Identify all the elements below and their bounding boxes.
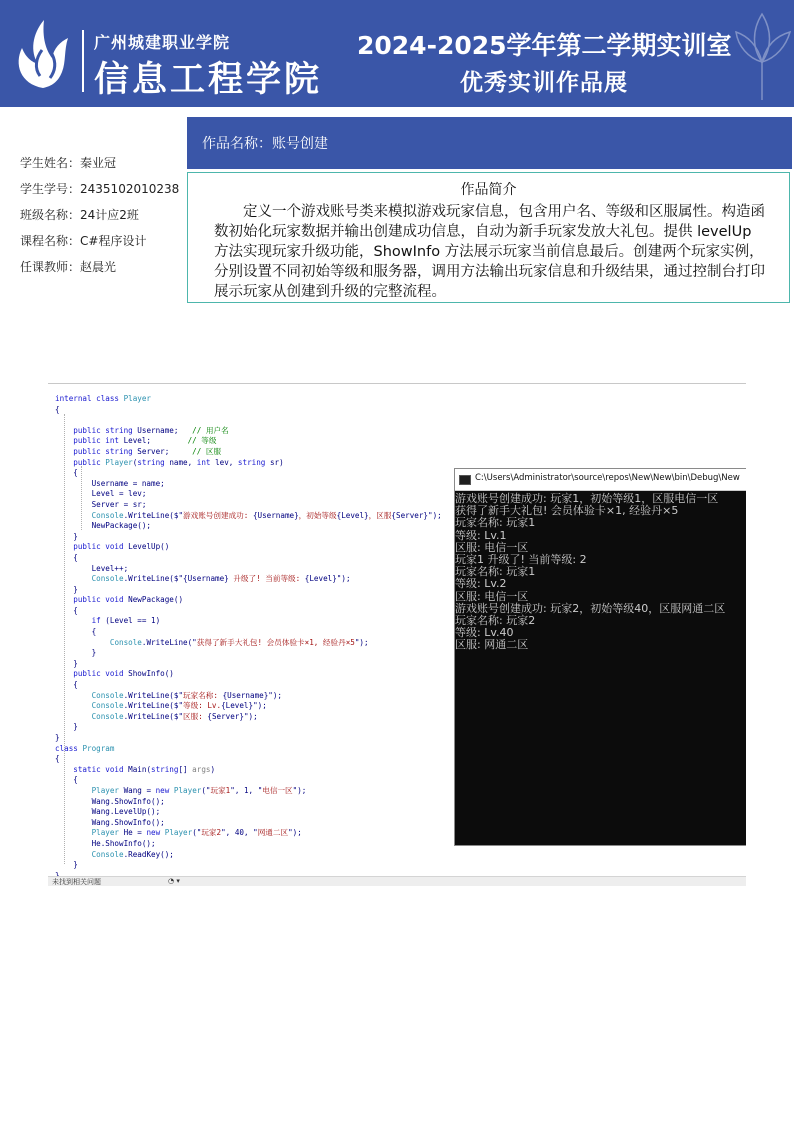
code-token: 升级了! 当前等级: — [233, 574, 305, 584]
code-token: Username = name; — [55, 478, 165, 488]
code-token: {Username} — [252, 510, 299, 520]
code-token — [55, 574, 92, 583]
code-token: name, — [169, 457, 197, 467]
code-token: 获得了新手大礼包! 会员体验卡×1, 经验丹×5 — [196, 637, 355, 647]
code-line — [55, 680, 442, 691]
code-line — [55, 574, 442, 585]
code-line — [55, 638, 442, 649]
code-token: { — [55, 468, 78, 478]
code-token: internal class — [55, 394, 124, 403]
course-name-row: 课程名称：C#程序设计 — [20, 234, 147, 248]
code-token: { — [55, 627, 97, 637]
code-token: 游戏账号创建成功: — [183, 510, 253, 520]
console-window — [454, 468, 746, 846]
code-token: .WriteLine($" — [123, 701, 184, 711]
code-token: "); — [268, 690, 282, 700]
code-token: lev, — [215, 457, 238, 467]
code-line — [55, 627, 442, 638]
code-token: string — [151, 764, 179, 774]
code-line — [55, 489, 442, 500]
exhibition-title-line2: 优秀实训作品展 — [460, 70, 628, 96]
code-token: Wang.ShowInfo(); — [55, 817, 165, 827]
work-name: 作品名称：账号创建 — [202, 136, 328, 152]
code-token: } — [55, 658, 78, 668]
code-token: .WriteLine($" — [123, 574, 184, 584]
code-token: Player — [123, 394, 152, 403]
code-token: ，区服 — [368, 510, 392, 520]
teacher-row: 任课教师：赵晨光 — [20, 260, 117, 274]
status-message: 未找到相关问题 — [52, 878, 101, 886]
console-line: 区服: 电信一区 — [455, 540, 529, 554]
code-token: {Server} — [207, 711, 244, 721]
code-token: {Server} — [391, 510, 428, 520]
code-token: } — [55, 860, 78, 870]
code-token: { — [55, 754, 60, 764]
code-line — [55, 394, 442, 405]
code-editor — [55, 394, 442, 881]
console-line: 玩家名称: 玩家1 — [455, 516, 536, 530]
code-token: public void — [55, 542, 129, 552]
code-token: static void — [55, 764, 129, 774]
console-title-bar[interactable] — [455, 469, 746, 491]
code-line — [55, 828, 442, 839]
code-token: } — [55, 531, 78, 541]
console-line: 等级: Lv.40 — [455, 626, 514, 640]
code-token: public int — [55, 436, 124, 446]
code-token: { — [55, 775, 78, 785]
code-line — [55, 648, 442, 659]
code-token: args — [192, 764, 211, 774]
summary-text: 定义一个游戏账号类来模拟游戏玩家信息，包含用户名、等级和区服属性。构造函数初始化玩家数据并输出创建成功信息，自动为新手玩家发放大礼包。提供 levelUp 方法实现玩家升级功能，ShowInfo 方法展示玩家当前信息最后。创建两个玩家实例，分别设置不同初始等级和服务器，调用方法输出玩家信息和升级结果，通过控制台打印展示玩家从创建到升级的完整流程。 — [214, 204, 765, 300]
console-line: 游戏账号创建成功: 玩家2，初始等级40，区服网通二区 — [455, 601, 726, 615]
code-token: Console — [91, 510, 124, 520]
code-token: sr) — [269, 457, 284, 467]
code-token: Console — [91, 574, 124, 584]
code-token: Player — [91, 785, 124, 795]
code-line — [55, 691, 442, 702]
editor-status-bar — [48, 876, 746, 886]
code-line — [55, 616, 442, 627]
code-token: { — [55, 680, 78, 690]
student-name-row: 学生姓名：秦业冠 — [20, 156, 117, 170]
code-token: {Username} — [222, 690, 269, 700]
college-name: 信息工程学院 — [94, 60, 323, 100]
code-token: class — [55, 743, 83, 753]
student-id-row: 学生学号：2435102010238 — [20, 182, 180, 196]
console-line: 玩家名称: 玩家2 — [455, 613, 536, 627]
class-name-row: 班级名称：24计应2班 — [20, 208, 139, 222]
code-line — [55, 511, 442, 522]
code-token: (Level == 1) — [105, 616, 161, 626]
code-line — [55, 405, 442, 416]
code-line — [55, 468, 442, 479]
code-line — [55, 426, 442, 437]
code-token: {Username} — [183, 574, 234, 584]
console-line: 玩家名称: 玩家1 — [455, 565, 536, 579]
code-token: public void — [55, 595, 129, 605]
code-token: ，初始等级 — [298, 510, 337, 520]
code-token: int — [196, 457, 216, 467]
code-token: .WriteLine($" — [123, 510, 184, 520]
code-token — [55, 701, 92, 710]
code-token: string — [137, 457, 170, 467]
page-header — [0, 0, 794, 107]
code-token: Wang.LevelUp(); — [55, 807, 161, 817]
code-token: { — [55, 552, 78, 562]
code-line — [55, 458, 442, 469]
code-token: "); — [243, 711, 258, 721]
code-token: ", 1, " — [230, 785, 263, 795]
console-line: 等级: Lv.2 — [455, 577, 507, 591]
code-line — [55, 415, 442, 426]
code-line — [55, 659, 442, 670]
code-token: {Level} — [221, 701, 254, 711]
code-token: Console — [91, 711, 124, 721]
code-token: 玩家名称: — [183, 690, 223, 700]
code-token: Level = lev; — [55, 489, 147, 499]
code-token — [55, 712, 92, 721]
status-indicator[interactable]: ◔ ▾ — [168, 877, 180, 885]
code-line — [55, 521, 442, 532]
code-line — [55, 765, 442, 776]
code-line — [55, 860, 442, 871]
code-token: } — [55, 584, 78, 594]
console-output — [455, 491, 746, 651]
code-token: ShowInfo() — [128, 669, 174, 679]
code-token: { — [55, 404, 60, 414]
code-token: .WriteLine($" — [123, 711, 184, 721]
code-token: public string — [55, 446, 138, 456]
code-token — [55, 828, 92, 837]
console-line: 获得了新手大礼包! 会员体验卡×1, 经验丹×5 — [455, 504, 679, 518]
work-name-bar — [187, 117, 792, 169]
code-line — [55, 595, 442, 606]
code-token: "); — [354, 637, 369, 647]
code-line — [55, 754, 442, 765]
code-token: Level++; — [55, 563, 129, 573]
code-line — [55, 447, 442, 458]
code-line — [55, 733, 442, 744]
code-token: } — [55, 733, 60, 742]
lotus-decoration-icon — [730, 4, 794, 104]
console-line: 等级: Lv.1 — [455, 528, 507, 542]
code-token: public void — [55, 669, 129, 679]
code-token: Player — [164, 828, 193, 838]
code-token: Main( — [128, 764, 152, 774]
code-token: ) — [210, 764, 216, 774]
code-token: [] — [178, 764, 193, 774]
code-token: Player — [105, 457, 133, 467]
code-line — [55, 818, 442, 829]
code-token — [55, 691, 92, 700]
code-token — [55, 850, 92, 859]
code-token: // 等级 — [187, 436, 217, 446]
code-token: 网通二区 — [257, 828, 289, 838]
code-token: 玩家1 — [210, 785, 231, 795]
code-token: (" — [201, 785, 211, 795]
code-token: .WriteLine($" — [123, 690, 184, 700]
code-token: Wang.ShowInfo(); — [55, 796, 165, 806]
summary-title: 作品简介 — [460, 182, 517, 198]
work-summary — [187, 172, 790, 303]
code-line — [55, 606, 442, 617]
code-token: "); — [288, 828, 302, 838]
code-token: Console — [91, 690, 124, 700]
code-line — [55, 797, 442, 808]
code-token: NewPackage() — [128, 595, 184, 605]
code-token — [55, 511, 92, 520]
code-token: // 用户名 — [192, 425, 229, 435]
code-line — [55, 775, 442, 786]
code-token: new — [155, 785, 174, 795]
logo-divider — [82, 30, 84, 92]
code-token: ( — [132, 457, 138, 467]
code-token: if — [55, 616, 106, 626]
code-token: Player — [91, 828, 124, 838]
console-app-icon — [459, 475, 471, 485]
code-token: Player — [173, 785, 202, 795]
code-token: Level; — [123, 436, 188, 446]
student-info — [20, 153, 179, 283]
code-token: NewPackage(); — [55, 521, 152, 531]
code-token: // 区服 — [192, 446, 222, 456]
code-token: LevelUp() — [128, 542, 170, 552]
code-token: {Level} — [336, 510, 369, 520]
console-line: 游戏账号创建成功: 玩家1，初始等级1，区服电信一区 — [455, 492, 719, 505]
code-token: {Level} — [304, 574, 337, 584]
code-token: public — [55, 457, 106, 467]
code-line — [55, 500, 442, 511]
code-token: { — [55, 605, 78, 615]
console-line: 区服: 电信一区 — [455, 589, 529, 603]
ide-screenshot — [48, 383, 746, 886]
code-token: Server; — [137, 446, 193, 456]
code-token: Username; — [137, 425, 193, 435]
code-token: He = — [123, 828, 147, 838]
code-line — [55, 436, 442, 447]
code-token: ", 40, " — [221, 828, 258, 838]
code-token: "); — [428, 510, 442, 520]
code-line — [55, 786, 442, 797]
code-line — [55, 585, 442, 596]
code-token — [55, 786, 92, 795]
code-token: } — [55, 648, 97, 658]
code-line — [55, 807, 442, 818]
code-token: string — [237, 457, 270, 467]
school-name: 广州城建职业学院 — [94, 33, 231, 52]
code-line — [55, 839, 442, 850]
code-line — [55, 532, 442, 543]
college-logo-icon — [10, 14, 76, 92]
code-line — [55, 701, 442, 712]
code-line — [55, 712, 442, 723]
code-token: Program — [82, 743, 115, 753]
code-token: 等级: Lv. — [183, 701, 222, 711]
code-line — [55, 850, 442, 861]
code-line — [55, 744, 442, 755]
code-token: .ReadKey(); — [123, 849, 174, 859]
code-token: 电信一区 — [262, 785, 293, 795]
code-token: 玩家2 — [201, 828, 222, 838]
code-token: "); — [253, 701, 267, 711]
console-line: 区服: 网通二区 — [455, 638, 529, 652]
code-token: "); — [336, 574, 351, 584]
code-line — [55, 722, 442, 733]
code-token: Console — [109, 637, 142, 647]
code-token — [55, 638, 110, 647]
code-token: public string — [55, 425, 138, 435]
code-token: .WriteLine(" — [141, 637, 197, 647]
console-title: C:\Users\Administrator\source\repos\New\New\bin\Debug\New — [475, 473, 740, 483]
code-token: Server = sr; — [55, 499, 147, 509]
code-token: Wang = — [123, 785, 156, 795]
code-token: Console — [91, 849, 124, 859]
code-token: (" — [192, 828, 202, 838]
code-line — [55, 479, 442, 490]
code-token: Console — [91, 701, 124, 711]
code-token: "); — [292, 785, 307, 795]
exhibition-title-line1: 2024-2025学年第二学期实训室 — [357, 31, 732, 60]
code-token: new — [146, 828, 165, 838]
console-line: 玩家1 升级了! 当前等级: 2 — [455, 552, 587, 566]
code-line — [55, 542, 442, 553]
code-line — [55, 669, 442, 680]
code-token: } — [55, 722, 78, 732]
code-token: 区服: — [183, 711, 208, 721]
code-line — [55, 564, 442, 575]
code-token: He.ShowInfo(); — [55, 838, 156, 848]
code-line — [55, 553, 442, 564]
